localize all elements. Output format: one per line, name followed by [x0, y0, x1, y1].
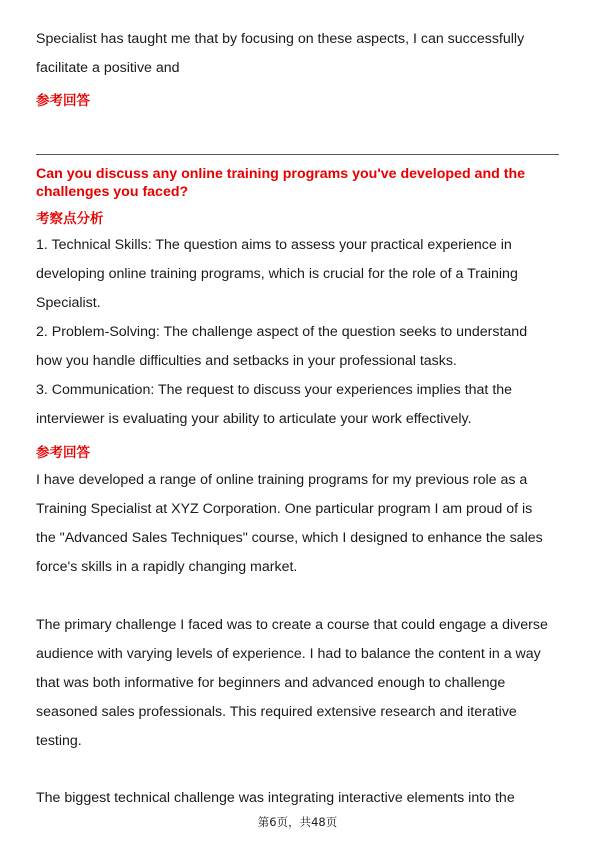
intro-line: facilitate a positive and [36, 60, 180, 76]
answer-line: seasoned sales professionals. This required extensive research and iterative [36, 704, 517, 720]
page-indicator: 第6页，共48页 [257, 815, 338, 829]
answer-line: that was both informative for beginners and advanced enough to challenge [36, 675, 506, 691]
analysis-line: how you handle difficulties and setbacks in your professional tasks. [36, 353, 457, 369]
analysis-line: Specialist. [36, 295, 101, 311]
reference-answer-label: 参考回答 [36, 445, 90, 461]
answer-line: force's skills in a rapidly changing market. [36, 559, 298, 575]
answer-line: The biggest technical challenge was integrating interactive elements into the [36, 790, 515, 806]
answer-line: The primary challenge I faced was to create a course that could engage a diverse [36, 617, 548, 633]
answer-line: testing. [36, 733, 82, 749]
analysis-line: 2. Problem-Solving: The challenge aspect of the question seeks to understand [36, 324, 528, 340]
analysis-label: 考察点分析 [36, 211, 104, 227]
section-divider [36, 154, 559, 155]
question-title: challenges you faced? [36, 184, 189, 200]
question-title: Can you discuss any online training programs you've developed and the [36, 166, 526, 182]
analysis-line: 3. Communication: The request to discuss your experiences implies that the [36, 382, 513, 398]
analysis-line: 1. Technical Skills: The question aims to assess your practical experience in [36, 237, 512, 253]
analysis-line: interviewer is evaluating your ability to articulate your work effectively. [36, 411, 472, 427]
reference-answer-label: 参考回答 [36, 93, 90, 109]
intro-line: Specialist has taught me that by focusing on these aspects, I can successfully [36, 31, 525, 47]
answer-line: Training Specialist at XYZ Corporation. One particular program I am proud of is [36, 501, 533, 517]
answer-line: the "Advanced Sales Techniques" course, which I designed to enhance the sales [36, 530, 543, 546]
analysis-line: developing online training programs, which is crucial for the role of a Training [36, 266, 518, 282]
answer-line: audience with varying levels of experience. I had to balance the content in a way [36, 646, 541, 662]
answer-line: I have developed a range of online training programs for my previous role as a [36, 472, 528, 488]
